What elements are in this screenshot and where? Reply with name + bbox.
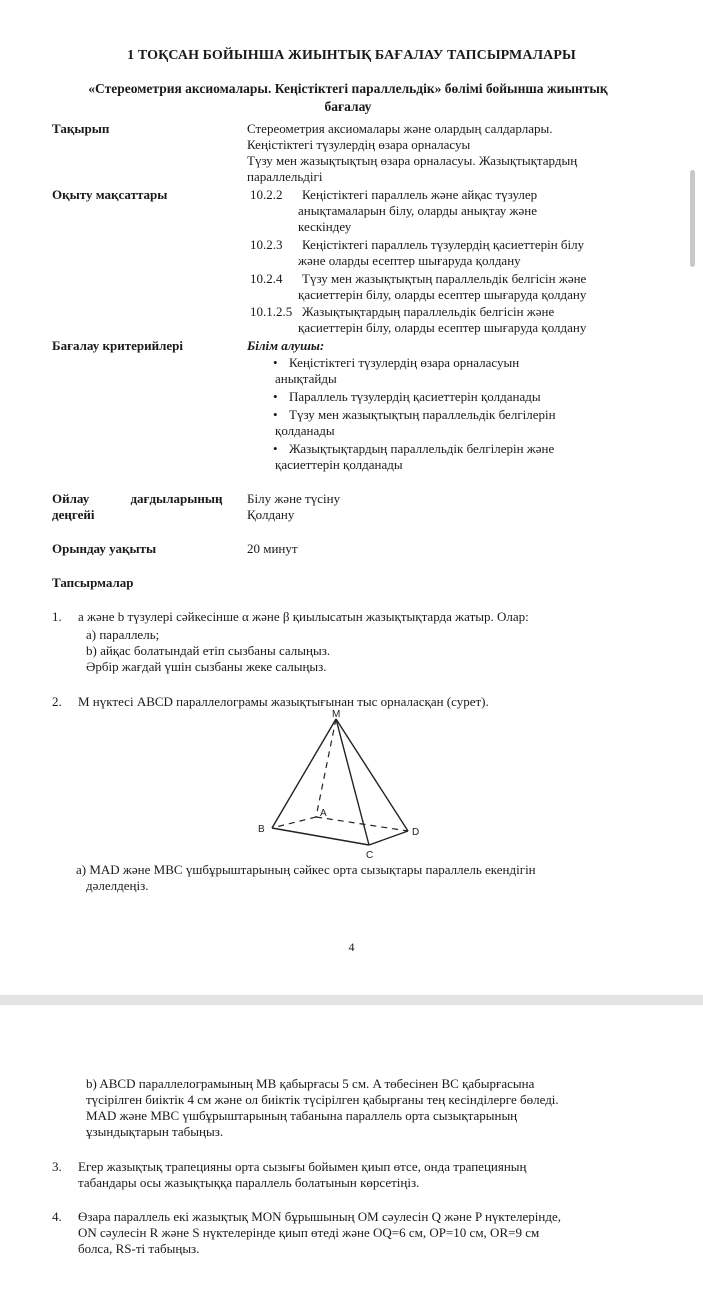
task-3 — [52, 1159, 630, 1191]
objective-text: анықтамаларын білу, оларды анықтау және — [298, 203, 537, 218]
label-m: M — [332, 709, 341, 720]
task-option: b) айқас болатындай етіп сызбаны салыңыз. — [86, 643, 331, 658]
task-text: болса, RS-ті табыңыз. — [78, 1241, 200, 1256]
thinking-values — [247, 491, 629, 523]
objective-code: 10.2.4 — [250, 271, 283, 286]
bullet-icon: • — [273, 407, 278, 422]
task-text: b) ABCD параллелограмының MB қабырғасы 5 см. A төбесінен BC қабырғасына — [86, 1076, 535, 1091]
thinking-label-line: Ойлау дағдыларының — [52, 491, 223, 506]
duration-value: 20 минут — [247, 541, 298, 556]
task-1-options — [86, 627, 330, 675]
task-2a — [76, 862, 629, 894]
task-text: M нүктесі ABCD параллелограмы жазықтығынан тыс орналасқан (сурет). — [78, 694, 489, 709]
page-number: 4 — [348, 940, 355, 954]
objective-text: Кеңістіктегі параллель түзулердің қасиеттерін білу — [302, 237, 585, 252]
objective-code: 10.2.3 — [250, 237, 283, 252]
task-number: 2. — [52, 694, 62, 709]
objective-code: 10.2.2 — [250, 187, 283, 202]
objective-2 — [250, 237, 628, 269]
bullet-icon: • — [273, 389, 278, 404]
topic-label: Тақырып — [52, 121, 110, 136]
criteria-item — [275, 441, 628, 473]
objective-1 — [250, 187, 628, 235]
objective-text: қасиеттерін білу, оларды есептер шығаруда қолдану — [298, 287, 587, 302]
duration-label: Орындау уақыты — [52, 541, 157, 556]
topic-value — [247, 121, 629, 185]
task-text: ұзындықтарын табыңыз. — [86, 1124, 224, 1139]
objective-text: кескіндеу — [298, 219, 352, 234]
criteria-text: Кеңістіктегі түзулердің өзара орналасуын — [289, 355, 520, 370]
thinking-value: Білу және түсіну — [247, 491, 341, 506]
page-title: 1 ТОҚСАН БОЙЫНША ЖИЫНТЫҚ БАҒАЛАУ ТАПСЫРМАЛАРЫ — [127, 48, 576, 63]
label-a: A — [320, 808, 327, 819]
criteria-text: Жазықтықтардың параллельдік белгілерін және — [289, 441, 555, 456]
topic-line-4: параллельдігі — [247, 169, 323, 184]
task-note: Әрбір жағдай үшін сызбаны жеке салыңыз. — [86, 659, 327, 674]
criteria-item — [275, 355, 628, 387]
task-1 — [52, 609, 630, 625]
task-2b — [86, 1076, 629, 1092]
topic-line-1: Стереометрия аксиомалары және олардың салдарлары. — [247, 121, 553, 136]
scrollbar-thumb[interactable] — [690, 170, 695, 267]
edge-md — [336, 719, 408, 831]
edge-cd — [369, 831, 408, 845]
task-text: ON сәулесін R және S нүктелерінде қиып өтеді және OQ=6 см, OP=10 см, OR=9 см — [78, 1225, 540, 1240]
task-option: а) параллель; — [86, 627, 160, 642]
label-b: B — [258, 824, 265, 835]
task-text: а) MAD және MBC үшбұрыштарының сәйкес орта сызықтары параллель екендігін — [76, 862, 536, 877]
bullet-icon: • — [273, 355, 278, 370]
objective-code: 10.1.2.5 — [250, 304, 293, 319]
task-text: дәлелдеңіз. — [86, 878, 149, 893]
criteria-item — [275, 389, 628, 405]
edge-mc — [336, 719, 369, 845]
objective-4 — [250, 304, 628, 336]
task-number: 1. — [52, 609, 62, 624]
task-text: a және b түзулері сәйкесінше α және β қиылысатын жазықтықтарда жатыр. Олар: — [78, 609, 529, 624]
edge-ab — [272, 817, 316, 828]
task-text: MAD және MBC үшбұрыштарының табанына параллель орта сызықтарының — [86, 1108, 518, 1123]
task-text: табандары осы жазықтыққа параллель болатынын көрсетіңіз. — [78, 1175, 420, 1190]
task-number: 3. — [52, 1159, 62, 1174]
edge-bc — [272, 828, 369, 845]
label-d: D — [412, 827, 420, 838]
criteria-heading: Білім алушы: — [247, 338, 325, 353]
criteria-text: қолданады — [275, 423, 335, 438]
tasks-heading: Тапсырмалар — [52, 575, 134, 590]
objective-text: және оларды есептер шығаруда қолдану — [298, 253, 521, 268]
criteria-item — [275, 407, 628, 439]
objective-text: Кеңістіктегі параллель және айқас түзулер — [302, 187, 538, 202]
task-4 — [52, 1209, 630, 1257]
page-2 — [0, 1005, 703, 1296]
criteria-text: анықтайды — [275, 371, 337, 386]
bullet-icon: • — [273, 441, 278, 456]
page-divider — [0, 995, 703, 1005]
criteria-text: Түзу мен жазықтықтың параллельдік белгілерін — [289, 407, 556, 422]
edge-ma — [316, 719, 336, 817]
subtitle-line-1: «Стереометрия аксиомалары. Кеңістіктегі параллельдік» бөлімі бойынша жиынтық — [88, 81, 608, 96]
subtitle-line-2: бағалау — [324, 99, 372, 114]
criteria-label: Бағалау критерийлері — [52, 338, 183, 353]
topic-line-3: Түзу мен жазықтықтың өзара орналасуы. Жазықтықтардың — [247, 153, 578, 168]
criteria-text: қасиеттерін қолданады — [275, 457, 403, 472]
objective-text: Жазықтықтардың параллельдік белгісін және — [302, 304, 555, 319]
objectives-label: Оқыту мақсаттары — [52, 187, 168, 202]
criteria-text: Параллель түзулердің қасиеттерін қолданады — [289, 389, 541, 404]
objective-3 — [250, 271, 628, 303]
objective-text: қасиеттерін білу, оларды есептер шығаруда қолдану — [298, 320, 587, 335]
thinking-value: Қолдану — [247, 507, 295, 522]
task-text: Егер жазықтық трапецияны орта сызығы бойымен қиып өтсе, онда трапецияның — [78, 1159, 527, 1174]
topic-line-2: Кеңістіктегі түзулердің өзара орналасуы — [247, 137, 471, 152]
task-number: 4. — [52, 1209, 62, 1224]
thinking-label — [52, 491, 242, 523]
thinking-label-line: деңгейі — [52, 507, 95, 522]
task-text: түсірілген биіктік 4 см және ол биіктік түсірілген қабырғаны тең кесінділерге бөледі. — [86, 1092, 559, 1107]
pyramid-figure — [250, 706, 430, 866]
task-2b-rest — [86, 1092, 629, 1140]
task-text: Өзара параллель екі жазықтық MON бұрышының OM сәулесін Q және P нүктелерінде, — [78, 1209, 561, 1224]
section-subtitle — [62, 80, 634, 116]
label-c: C — [366, 850, 374, 861]
objective-text: Түзу мен жазықтықтың параллельдік белгісін және — [302, 271, 587, 286]
